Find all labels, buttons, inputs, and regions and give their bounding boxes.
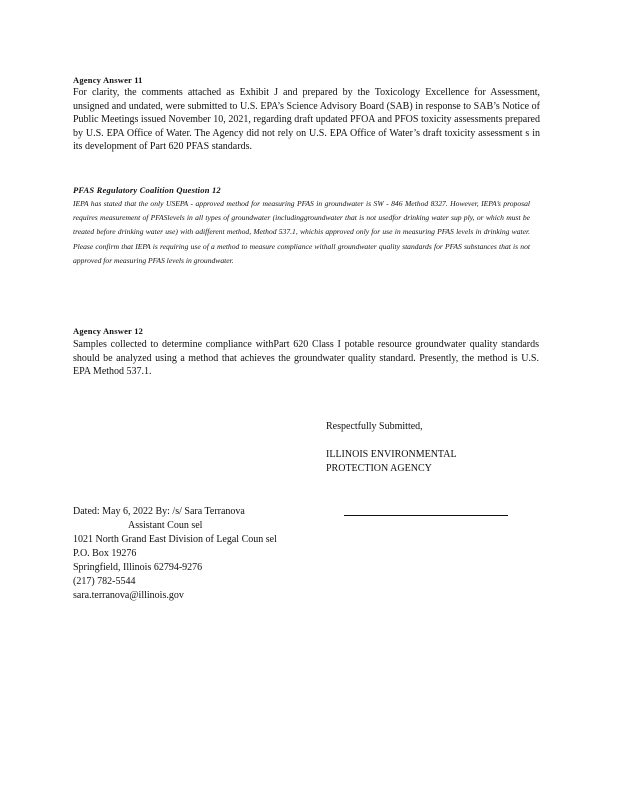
signature-block [73, 505, 277, 603]
phone-line: (217) 782-5544 [73, 576, 136, 587]
signature-line [344, 515, 508, 516]
answer-12-paragraph: Samples collected to determine compliance withPart 620 Class I potable resource groundwater quality standards should be analyzed using a method that achieves the groundwater quality standard. Presently, the method is U.S. EPA Method 537.1. [73, 339, 539, 378]
city-line: Springfield, Illinois 62794-9276 [73, 562, 203, 573]
address-line-2: P.O. Box 19276 [73, 548, 137, 559]
agency-name-line-1: ILLINOIS ENVIRONMENTAL [326, 449, 457, 460]
agency-name-line-2: PROTECTION AGENCY [326, 463, 432, 474]
email-line: sara.terranova@illinois.gov [73, 590, 184, 601]
agency-name [326, 448, 457, 476]
answer-11-heading: Agency Answer 11 [73, 75, 143, 85]
dated-line: Dated: May 6, 2022 By: /s/ Sara Terranova [73, 506, 245, 517]
respectfully-submitted: Respectfully Submitted, [326, 421, 423, 432]
question-12-paragraph: IEPA has stated that the only USEPA - approved method for measuring PFAS in groundwater is SW - 846 Method 8327. However, IEPA’s proposal requires measurement of PFASlevels in all types of groundwater (includinggroundwater that is not usedfor drinking water sup ply, or which must be treated before drinking water use) with adifferent method, Method 537.1, whichis approved only for use in measuring PFAS levels in drinking water. Please confirm that IEPA is requiring use of a method to measure compliance withall groundwater quality standards for PFAS substances that is not approved for measuring PFAS levels in groundwater. [73, 199, 530, 265]
answer-11-paragraph: For clarity, the comments attached as Exhibit J and prepared by the Toxicology Excellence for Assessment, unsigned and undated, were submitted to U.S. EPA’s Science Advisory Board (SAB) in response to SAB’s Notice of Public Meetings issued November 10, 2021, regarding draft updated PFOA and PFOS toxicity assessments prepared by U.S. EPA Office of Water. The Agency did not rely on U.S. EPA Office of Water’s draft toxicity assessment s in its development of Part 620 PFAS standards. [73, 87, 540, 153]
answer-12-heading: Agency Answer 12 [73, 326, 144, 336]
question-12-heading: PFAS Regulatory Coalition Question 12 [73, 185, 221, 195]
address-line-1: 1021 North Grand East Division of Legal Coun sel [73, 534, 277, 545]
signer-title: Assistant Coun sel [128, 520, 203, 531]
